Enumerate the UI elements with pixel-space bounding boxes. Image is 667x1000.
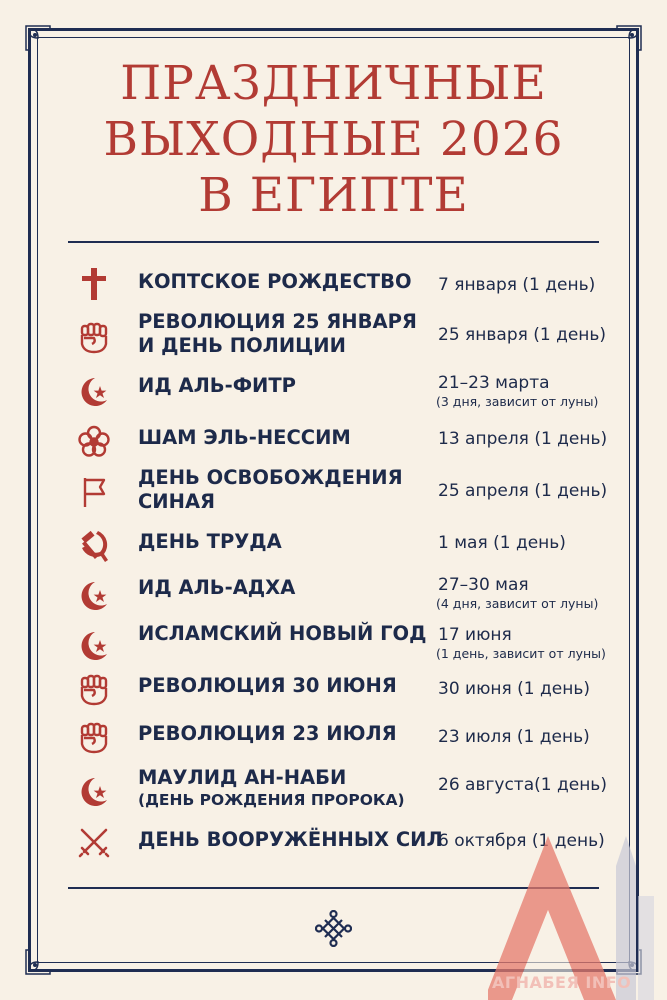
crescent-star-icon — [76, 578, 112, 614]
holiday-name: РЕВОЛЮЦИЯ 30 ИЮНЯ — [138, 674, 397, 697]
crescent-star-icon — [76, 374, 112, 410]
flower-icon — [76, 424, 112, 460]
holiday-row — [0, 522, 667, 574]
holiday-row — [0, 466, 667, 518]
holiday-date-value: 17 июня — [438, 625, 512, 645]
holiday-name: ИСЛАМСКИЙ НОВЫЙ ГОД — [138, 622, 427, 645]
corner-ornament-icon — [24, 24, 52, 52]
holiday-name-line-1: РЕВОЛЮЦИЯ 25 ЯНВАРЯ — [138, 310, 417, 333]
holiday-name — [138, 310, 438, 358]
holiday-row — [0, 310, 667, 362]
holiday-name: ИД АЛЬ-ФИТР — [138, 374, 296, 397]
holiday-row — [0, 670, 667, 722]
holiday-date: 6 октября (1 день) — [438, 831, 605, 851]
title-line-3: В ЕГИПТЕ — [198, 168, 469, 223]
holiday-date-value: 27–30 мая — [438, 575, 529, 595]
holiday-date: 25 января (1 день) — [438, 325, 607, 345]
holiday-date-note: (1 день, зависит от луны) — [436, 646, 606, 661]
title-line-2: ВЫХОДНЫЕ 2026 — [103, 112, 564, 167]
knot-ornament-icon — [315, 910, 352, 947]
holiday-name — [138, 466, 438, 514]
holiday-date: 7 января (1 день) — [438, 275, 596, 295]
holiday-row — [0, 620, 667, 672]
holiday-date: 13 апреля (1 день) — [438, 429, 608, 449]
holiday-date-note: (4 дня, зависит от луны) — [436, 596, 599, 611]
holiday-name-subtitle: (ДЕНЬ РОЖДЕНИЯ ПРОРОКА) — [138, 791, 405, 809]
holiday-name-line-1: ДЕНЬ ОСВОБОЖДЕНИЯ — [138, 466, 403, 489]
holiday-name: КОПТСКОЕ РОЖДЕСТВО — [138, 270, 412, 293]
holiday-name-line-2: СИНАЯ — [138, 490, 216, 513]
holiday-date: 1 мая (1 день) — [438, 533, 566, 553]
holiday-row — [0, 718, 667, 770]
holiday-row — [0, 570, 667, 622]
holiday-date-note: (3 дня, зависит от луны) — [436, 394, 599, 409]
holiday-name — [138, 766, 438, 810]
crescent-star-icon — [76, 628, 112, 664]
holiday-name: ДЕНЬ ТРУДА — [138, 530, 282, 553]
holiday-date: 26 августа(1 день) — [438, 775, 607, 795]
fist-icon — [76, 320, 112, 356]
holiday-row — [0, 262, 667, 314]
crossed-swords-icon — [76, 824, 112, 860]
holiday-date: 25 апреля (1 день) — [438, 481, 608, 501]
crescent-star-icon — [76, 774, 112, 810]
holiday-row — [0, 366, 667, 418]
watermark-text: AГHAБEЯ INFO — [492, 973, 632, 992]
top-divider — [68, 241, 599, 243]
holiday-date — [438, 624, 638, 662]
holiday-name: ШАМ ЭЛЬ-НЕССИМ — [138, 426, 351, 449]
holiday-name: ДЕНЬ ВООРУЖЁННЫХ СИЛ — [138, 828, 443, 851]
holiday-date-value: 21–23 марта — [438, 373, 550, 393]
flag-icon — [76, 474, 112, 510]
holiday-date: 23 июля (1 день) — [438, 727, 590, 747]
fist-icon — [76, 672, 112, 708]
holiday-name: РЕВОЛЮЦИЯ 23 ИЮЛЯ — [138, 722, 397, 745]
holiday-row — [0, 766, 667, 818]
page-title — [40, 56, 627, 224]
holiday-date — [438, 574, 638, 612]
holiday-name: ИД АЛЬ-АДХА — [138, 576, 296, 599]
holiday-date — [438, 372, 638, 410]
holiday-name-line-1: МАУЛИД АН-НАБИ — [138, 766, 347, 789]
title-line-1: ПРАЗДНИЧНЫЕ — [120, 56, 547, 111]
holiday-row — [0, 418, 667, 470]
cross-icon — [76, 266, 112, 302]
corner-ornament-icon — [24, 948, 52, 976]
hammer-sickle-icon — [76, 528, 112, 564]
fist-icon — [76, 720, 112, 756]
holiday-name-line-2: И ДЕНЬ ПОЛИЦИИ — [138, 334, 346, 357]
holiday-date: 30 июня (1 день) — [438, 679, 590, 699]
corner-ornament-icon — [615, 24, 643, 52]
